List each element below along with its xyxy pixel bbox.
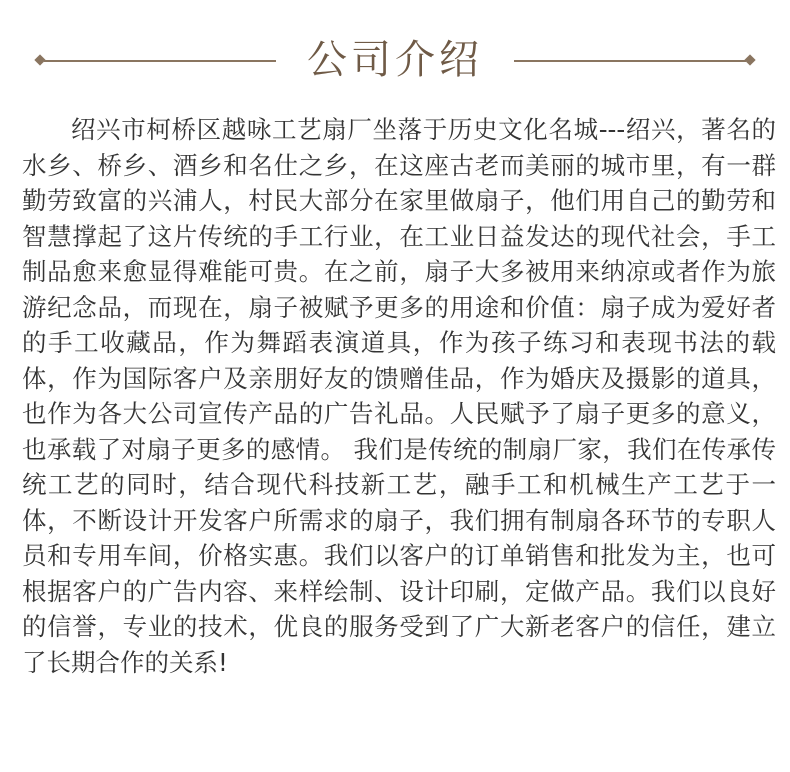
divider-line-left [44, 60, 276, 62]
section-header [0, 30, 790, 90]
section-title: 公司介绍 [307, 37, 483, 83]
company-intro-paragraph: 绍兴市柯桥区越咏工艺扇厂坐落于历史文化名城---绍兴，著名的水乡、桥乡、酒乡和名仕之乡，在这座古老而美丽的城市里，有一群勤劳致富的兴浦人，村民大部分在家里做扇子，他们用自己的勤劳和智慧撑起了这片传统的手工行业，在工业日益发达的现代社会，手工制品愈来愈显得难能可贵。在之前，扇子大多被用来纳凉或者作为旅游纪念品，而现在，扇子被赋予更多的用途和价值：扇子成为爱好者的手工收藏品，作为舞蹈表演道具，作为孩子练习和表现书法的载体，作为国际客户及亲朋好友的馈赠佳品，作为婚庆及摄影的道具，也作为各大公司宣传产品的广告礼品。人民赋予了扇子更多的意义，也承载了对扇子更多的感情。 我们是传统的制扇厂家，我们在传承传统工艺的同时，结合现代科技新工艺，融手工和机械生产工艺于一体，不断设计开发客户所需求的扇子，我们拥有制扇各环节的专职人员和专用车间，价格实惠。我们以客户的订单销售和批发为主，也可根据客户的广告内容、来样绘制、设计印刷，定做产品。我们以良好的信誉，专业的技术，优良的服务受到了广大新老客户的信任，建立了长期合作的关系! [22, 115, 776, 677]
divider-line-right [514, 60, 746, 62]
diamond-ornament-right [744, 54, 755, 65]
